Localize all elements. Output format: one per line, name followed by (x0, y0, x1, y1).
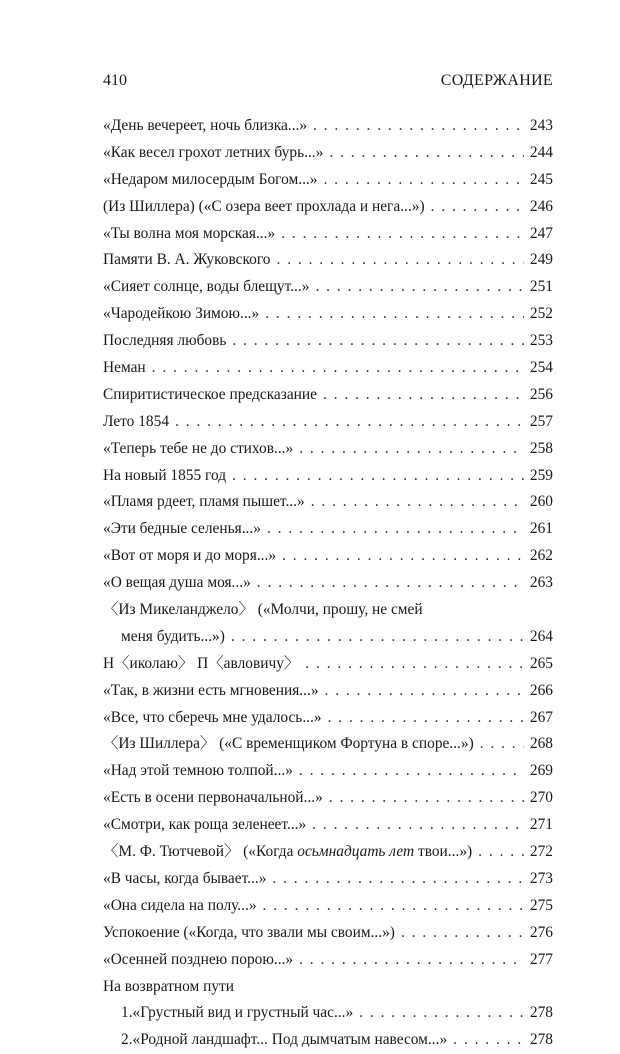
toc-entry-page: 261 (529, 520, 553, 538)
toc-entry-page: 243 (529, 117, 553, 134)
leader-dots (232, 463, 524, 490)
leader-dots (231, 624, 524, 651)
toc-entry-page: 264 (529, 627, 553, 645)
toc-entry-page: 267 (529, 708, 553, 726)
leader-dots (325, 678, 524, 705)
toc-entry-page: 263 (529, 574, 553, 592)
toc-entry (103, 489, 553, 516)
toc-entry (103, 436, 553, 463)
toc-entry (103, 113, 553, 140)
toc-entry-page: 249 (529, 251, 553, 269)
toc-entry-title: 〈Из Шиллера〉 («С временщиком Фортуна в споре...») (103, 735, 474, 753)
toc-entry (103, 247, 553, 274)
toc-entry-page: 268 (529, 735, 553, 753)
toc-entry-title: «Пламя рдеет, пламя пышет...» (103, 493, 305, 511)
running-head: СОДЕРЖАНИЕ (440, 72, 553, 89)
toc-entry-page: 253 (529, 332, 553, 350)
toc-entry (103, 382, 553, 409)
leader-dots (265, 301, 524, 328)
leader-dots (175, 409, 524, 436)
toc-entry (103, 301, 553, 328)
leader-dots (478, 839, 524, 866)
toc-entry-page: 252 (529, 305, 553, 323)
title-italic-part: осьмнадцать лет (297, 843, 415, 861)
toc-entry-page: 245 (529, 170, 553, 188)
subentry-number: 2. (121, 1031, 133, 1049)
leader-dots (313, 113, 524, 140)
leader-dots (480, 731, 524, 758)
toc-entry-page: 258 (529, 439, 553, 457)
toc-entry (103, 893, 553, 920)
toc-entry (103, 274, 553, 301)
toc-entry-page: 265 (529, 654, 553, 672)
title-part: 〈М. Ф. Тютчевой〉 («Когда (103, 843, 298, 861)
toc-entry (103, 947, 553, 974)
toc-entry-page: 246 (529, 197, 553, 215)
toc-entry-title: «Осенней позднею порою...» (103, 950, 294, 968)
toc-entry (103, 516, 553, 543)
toc-entry-page: 247 (529, 224, 553, 242)
toc-section-heading (103, 974, 553, 1001)
page-number: 410 (103, 72, 127, 89)
toc-entry (103, 543, 553, 570)
toc-entry-title: Неман (103, 359, 146, 377)
leader-dots (267, 516, 524, 543)
toc-entry-page: 276 (529, 923, 553, 941)
toc-entry (103, 463, 553, 490)
toc-entry (103, 355, 553, 382)
toc-entry (103, 570, 553, 597)
toc-entry-title: «Недаром милосердым Богом...» (103, 170, 318, 188)
toc-entry-title: «Так, в жизни есть мгновения...» (103, 681, 319, 699)
toc-entry (103, 194, 553, 221)
toc-entry-page: 260 (529, 493, 553, 511)
toc-entry-title: «Эти бедные селенья...» (103, 520, 261, 538)
leader-dots (232, 328, 524, 355)
toc-entry (103, 839, 553, 866)
toc-entry-title: «Грустный вид и грустный час...» (132, 1004, 354, 1022)
toc-entry-title: «Все, что сберечь мне удалось...» (103, 708, 322, 726)
leader-dots (328, 705, 524, 732)
toc-entry-title: На новый 1855 год (103, 466, 227, 484)
toc-entry-title: Спиритистическое предсказание (103, 385, 317, 403)
toc-entry-title: «Сияет солнце, воды блещут...» (103, 278, 310, 296)
toc-entry-page: 277 (529, 950, 553, 968)
leader-dots (282, 543, 524, 570)
toc-entry-title (103, 839, 472, 866)
toc-entry-continuation (103, 624, 553, 651)
toc-entry-page: 273 (529, 869, 553, 887)
leader-dots (272, 866, 524, 893)
toc-entry-page: 266 (529, 681, 553, 699)
toc-entry-title: Памяти В. А. Жуковского (103, 251, 271, 269)
leader-dots (299, 947, 524, 974)
toc-entry-title: «Над этой темною толпой...» (103, 762, 293, 780)
toc-entry-page: 269 (529, 762, 553, 780)
toc-entry (103, 920, 553, 947)
toc-entry-page: 278 (529, 1031, 553, 1049)
leader-dots (299, 436, 524, 463)
toc-entry-page: 259 (529, 466, 553, 484)
toc-entry-page: 254 (529, 359, 553, 377)
leader-dots (305, 651, 524, 678)
toc-entry (103, 167, 553, 194)
toc-entry-page: 271 (529, 816, 553, 834)
leader-dots (329, 785, 524, 812)
toc-entry-title: Н〈иколаю〉 П〈авловичу〉 (103, 654, 300, 672)
toc-entry-title: «О вещая душа моя...» (103, 574, 251, 592)
leader-dots (299, 758, 524, 785)
leader-dots (263, 893, 524, 920)
toc-entry (103, 678, 553, 705)
toc-entry (103, 651, 553, 678)
leader-dots (277, 247, 524, 274)
toc-entry (103, 328, 553, 355)
toc-entry-title: «Ты волна моя морская...» (103, 224, 276, 242)
toc-entry-title: На возвратном пути (103, 977, 234, 995)
toc-entry-title: Лето 1854 (103, 412, 170, 430)
toc-entry-page: 275 (529, 896, 553, 914)
toc-entry (103, 597, 553, 624)
toc-entry-title: «Как весел грохот летних бурь...» (103, 143, 324, 161)
toc-entry-title: «День вечереет, ночь близка...» (103, 117, 308, 134)
toc-entry-page: 262 (529, 547, 553, 565)
toc-subentry (103, 1027, 553, 1054)
toc-entry-title: меня будить...») (121, 627, 225, 645)
toc-entry-page: 251 (529, 278, 553, 296)
toc-entry (103, 812, 553, 839)
subentry-number: 1. (121, 1004, 133, 1022)
leader-dots (315, 274, 523, 301)
leader-dots (281, 221, 524, 248)
toc-entry (103, 758, 553, 785)
title-part: твои...») (414, 843, 473, 861)
leader-dots (323, 382, 524, 409)
leader-dots (311, 489, 524, 516)
toc-entry-page: 270 (529, 789, 553, 807)
toc-entry-title: 〈Из Микеланджело〉 («Молчи, прошу, не смей (103, 601, 423, 619)
leader-dots (359, 1000, 524, 1027)
toc-entry-title: «Чародейкою Зимою...» (103, 305, 260, 323)
toc-entry (103, 409, 553, 436)
toc-entry-title: «Вот от моря и до моря...» (103, 547, 277, 565)
toc-entry-title: «Родной ландшафт... Под дымчатым навесом...» (132, 1031, 448, 1049)
toc-entry (103, 705, 553, 732)
leader-dots (323, 167, 523, 194)
leader-dots (257, 570, 524, 597)
toc-entry (103, 785, 553, 812)
toc-entry-title: (Из Шиллера) («С озера веет прохлада и нега...») (103, 197, 425, 215)
leader-dots (329, 140, 524, 167)
leader-dots (431, 194, 524, 221)
table-of-contents (103, 113, 553, 1054)
leader-dots (453, 1027, 524, 1054)
toc-entry-page: 244 (529, 143, 553, 161)
toc-entry-title: «Есть в осени первоначальной...» (103, 789, 323, 807)
toc-entry-title: «Теперь тебе не до стихов...» (103, 439, 294, 457)
toc-entry-title: «В часы, когда бывает...» (103, 869, 267, 887)
page-header (103, 72, 553, 94)
toc-entry-title: «Смотри, как роща зеленеет...» (103, 816, 307, 834)
toc-entry-page: 256 (529, 385, 553, 403)
toc-entry (103, 221, 553, 248)
leader-dots (312, 812, 524, 839)
leader-dots (401, 920, 524, 947)
toc-entry-title: «Она сидела на полу...» (103, 896, 257, 914)
toc-entry-page: 272 (529, 843, 553, 861)
toc-entry-title: Успокоение («Когда, что звали мы своим...») (103, 923, 395, 941)
toc-subentry (103, 1000, 553, 1027)
toc-entry (103, 866, 553, 893)
toc-entry (103, 140, 553, 167)
toc-entry-page: 278 (529, 1004, 553, 1022)
leader-dots (152, 355, 524, 382)
toc-entry (103, 731, 553, 758)
toc-entry-title: Последняя любовь (103, 332, 227, 350)
toc-entry-page: 257 (529, 412, 553, 430)
